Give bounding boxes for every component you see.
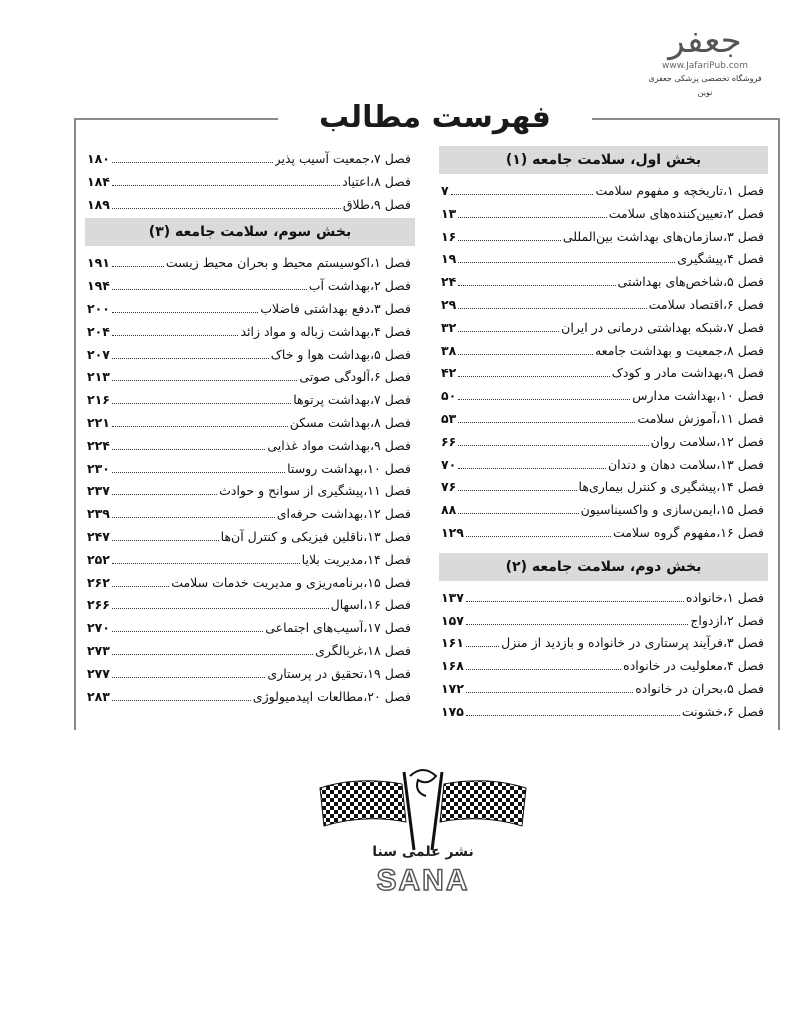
toc-entry xyxy=(85,435,415,458)
dot-leader xyxy=(112,280,307,290)
page-number: ۲۴۷ xyxy=(87,528,110,544)
dot-leader xyxy=(458,504,578,514)
toc-entry xyxy=(85,321,415,344)
page-number: ۲۶۶ xyxy=(87,597,110,613)
chapter-number: فصل ۱۰، xyxy=(716,388,764,404)
dot-leader xyxy=(458,276,615,286)
toc-entry xyxy=(439,476,768,499)
chapter-number: فصل ۹، xyxy=(369,196,411,212)
dot-leader xyxy=(112,440,265,450)
page-number: ۷۶ xyxy=(441,479,457,495)
dot-leader xyxy=(466,592,684,602)
chapter-number: فصل ۱۰، xyxy=(363,460,411,476)
dot-leader xyxy=(451,185,594,195)
chapter-number: فصل ۴، xyxy=(722,658,764,674)
chapter-title: جمعیت آسیب پذیر xyxy=(274,151,370,166)
chapter-title: مدیریت بلایا xyxy=(301,551,364,567)
dot-leader xyxy=(112,153,273,163)
page-number: ۱۲۹ xyxy=(441,524,464,540)
section-heading: بخش دوم، سلامت جامعه (۲) xyxy=(439,553,768,581)
dot-leader xyxy=(112,417,288,427)
dot-leader xyxy=(112,531,219,541)
chapter-title: خانواده xyxy=(685,589,723,605)
section-entries xyxy=(85,252,415,708)
toc-entry xyxy=(439,340,768,363)
chapter-number: فصل ۹، xyxy=(722,365,764,381)
page-number: ۱۳ xyxy=(441,205,457,221)
section-heading: بخش سوم، سلامت جامعه (۳) xyxy=(85,218,415,246)
page-number: ۱۹۴ xyxy=(87,278,110,294)
toc-entry xyxy=(439,203,768,226)
chapter-title: تاریخچه و مفهوم سلامت xyxy=(595,183,723,198)
page-number: ۲۳۷ xyxy=(87,483,110,499)
toc-entry xyxy=(85,572,415,595)
toc-right-column xyxy=(439,146,768,724)
toc-entry xyxy=(439,610,768,633)
page-number: ۱۸۴ xyxy=(87,173,110,189)
chapter-title: اقتصاد سلامت xyxy=(648,296,723,312)
page-number: ۲۰۰ xyxy=(87,300,110,316)
chapter-number: فصل ۲، xyxy=(369,278,411,294)
toc-entry xyxy=(439,226,768,249)
dot-leader xyxy=(112,199,341,209)
dot-leader xyxy=(112,463,285,473)
chapter-title: آلودگی صوتی xyxy=(299,369,370,385)
page-number: ۲۸۳ xyxy=(87,688,110,704)
chapter-number: فصل ۸، xyxy=(369,173,411,189)
chapter-title: سلامت دهان و دندان xyxy=(607,456,717,472)
chapter-number: فصل ۶، xyxy=(722,296,764,312)
dot-leader xyxy=(458,390,630,400)
chapter-number: فصل ۱۴، xyxy=(363,551,411,567)
chapter-number: فصل ۶، xyxy=(369,369,411,385)
chapter-number: فصل ۶، xyxy=(722,703,764,719)
chapter-number: فصل ۷، xyxy=(369,151,411,166)
section-entries xyxy=(439,180,768,545)
dot-leader xyxy=(466,683,633,693)
toc-entry xyxy=(85,171,415,194)
chapter-title: بهداشت مواد غذایی xyxy=(267,437,370,453)
toc-entry xyxy=(85,503,415,526)
dot-leader xyxy=(112,485,217,495)
toc-entry xyxy=(439,180,768,203)
toc-entry xyxy=(85,458,415,481)
chapter-title: فرآیند پرستاری در خانواده و بازدید از منزل xyxy=(501,635,723,651)
chapter-title: سلامت روان xyxy=(650,433,717,449)
toc-entry xyxy=(85,298,415,321)
page-number: ۱۵۷ xyxy=(441,612,464,628)
toc-entry xyxy=(85,549,415,572)
chapter-number: فصل ۱۱، xyxy=(363,483,411,499)
toc-entry xyxy=(85,663,415,686)
dot-leader xyxy=(466,706,680,716)
chapter-number: فصل ۱، xyxy=(369,255,411,271)
chapter-number: فصل ۲، xyxy=(722,205,764,221)
toc-entry xyxy=(439,431,768,454)
toc-entry xyxy=(439,499,768,522)
page-number: ۷۰ xyxy=(441,456,457,472)
chapter-number: فصل ۳، xyxy=(369,300,411,316)
page-number: ۸۸ xyxy=(441,502,457,518)
chapter-title: مطالعات اپیدمیولوژی xyxy=(252,688,364,704)
chapter-title: پیشگیری و کنترل بیماری‌ها xyxy=(578,479,717,495)
toc-entry xyxy=(85,640,415,663)
dot-leader xyxy=(458,208,606,218)
chapter-number: فصل ۴، xyxy=(369,323,411,339)
sana-logo xyxy=(318,762,528,912)
chapter-number: فصل ۱۶، xyxy=(716,524,764,540)
chapter-number: فصل ۹، xyxy=(369,437,411,453)
toc-entry xyxy=(439,248,768,271)
chapter-title: آموزش سلامت xyxy=(637,410,717,426)
page-number: ۳۸ xyxy=(441,342,457,358)
page-number: ۲۷۰ xyxy=(87,620,110,636)
chapter-number: فصل ۱۶، xyxy=(363,597,411,613)
chapter-number: فصل ۱۲، xyxy=(716,433,764,449)
page-number: ۲۲۱ xyxy=(87,414,110,430)
chapter-title: بهداشت روستا xyxy=(287,460,364,476)
toc-entry xyxy=(85,389,415,412)
page-number: ۵۳ xyxy=(441,410,457,426)
toc-entry xyxy=(439,271,768,294)
chapter-title: ناقلین فیزیکی و کنترل آن‌ها xyxy=(220,528,364,544)
toc-entry xyxy=(85,617,415,640)
dot-leader xyxy=(458,367,609,377)
dot-leader xyxy=(466,615,688,625)
chapter-title: اکوسیستم محیط و بحران محیط زیست xyxy=(165,255,370,271)
toc-entry xyxy=(439,362,768,385)
publisher-logo-mark: ﺟﻌﻔﺮ xyxy=(668,21,742,61)
dot-leader xyxy=(458,413,635,423)
toc-entry xyxy=(439,317,768,340)
chapter-number: فصل ۱، xyxy=(722,183,764,198)
page-number: ۱۷۲ xyxy=(441,680,464,696)
dot-leader xyxy=(112,622,263,632)
page-number: ۱۷۵ xyxy=(441,703,464,719)
toc-entry xyxy=(85,344,415,367)
chapter-number: فصل ۱۷، xyxy=(363,620,411,636)
chapter-number: فصل ۱، xyxy=(722,589,764,605)
dot-leader xyxy=(112,257,164,267)
chapter-number: فصل ۵، xyxy=(722,274,764,290)
page-number: ۴۲ xyxy=(441,365,457,381)
dot-leader xyxy=(112,691,251,701)
chapter-title: ایمن‌سازی و واکسیناسیون xyxy=(580,502,717,518)
chapter-number: فصل ۱۸، xyxy=(363,642,411,658)
toc-entry xyxy=(85,594,415,617)
toc-entry xyxy=(439,632,768,655)
section-entries xyxy=(439,587,768,724)
dot-leader xyxy=(458,459,606,469)
chapter-number: فصل ۱۵، xyxy=(363,574,411,590)
chapter-number: فصل ۳، xyxy=(722,635,764,651)
chapter-number: فصل ۴، xyxy=(722,251,764,267)
toc-entry xyxy=(439,678,768,701)
page-number: ۲۳۰ xyxy=(87,460,110,476)
dot-leader xyxy=(458,345,593,355)
publisher-tagline: فروشگاه تخصصی پزشکی جعفری نوین xyxy=(648,74,762,97)
page-number: ۱۹ xyxy=(441,251,457,267)
toc-entry xyxy=(439,701,768,724)
chapter-title: تعیین‌کننده‌های سلامت xyxy=(608,205,723,221)
page-number: ۵۰ xyxy=(441,388,457,404)
chapter-number: فصل ۱۳، xyxy=(363,528,411,544)
chapter-number: فصل ۲، xyxy=(722,612,764,628)
chapter-title: اعتیاد xyxy=(342,173,370,189)
chapter-title: شبکه بهداشتی درمانی در ایران xyxy=(561,319,723,335)
chapter-title: طلاق xyxy=(342,196,370,212)
page-number: ۲۲۴ xyxy=(87,437,110,453)
continued-entries xyxy=(85,148,415,216)
toc-entry xyxy=(439,587,768,610)
chapter-title: پیشگیری xyxy=(677,251,723,267)
chapter-number: فصل ۱۵، xyxy=(716,502,764,518)
toc-entry xyxy=(439,385,768,408)
page-number: ۲۹ xyxy=(441,296,457,312)
toc-entry xyxy=(85,526,415,549)
toc-entry xyxy=(85,366,415,389)
logo-caption: نشر علمی سنا xyxy=(372,844,474,860)
page-number: ۶۶ xyxy=(441,433,457,449)
dot-leader xyxy=(466,660,621,670)
chapter-title: غربالگری xyxy=(315,642,364,658)
toc-entry xyxy=(85,686,415,709)
chapter-number: فصل ۸، xyxy=(722,342,764,358)
logo-latin: SANA xyxy=(376,864,470,897)
dot-leader xyxy=(112,554,300,564)
chapter-title: بحران در خانواده xyxy=(635,680,723,696)
chapter-number: فصل ۷، xyxy=(722,319,764,335)
dot-leader xyxy=(458,322,559,332)
toc-entry xyxy=(439,655,768,678)
toc-entry xyxy=(85,275,415,298)
chapter-title: بهداشت زباله و مواد زائد xyxy=(240,323,370,339)
toc-entry xyxy=(439,454,768,477)
chapter-number: فصل ۱۹، xyxy=(363,665,411,681)
page-title: فهرست مطالب xyxy=(278,100,592,136)
chapter-title: سازمان‌های بهداشت بین‌المللی xyxy=(562,228,723,244)
chapter-number: فصل ۱۳، xyxy=(716,456,764,472)
page-number: ۱۶ xyxy=(441,228,457,244)
dot-leader xyxy=(112,176,340,186)
dot-leader xyxy=(458,299,646,309)
toc-entry xyxy=(85,252,415,275)
toc-entry xyxy=(85,412,415,435)
chapter-title: بهداشت مدارس xyxy=(632,388,717,404)
chapter-title: بهداشت آب xyxy=(308,278,370,294)
dot-leader xyxy=(112,303,258,313)
chapter-number: فصل ۲۰، xyxy=(363,688,411,704)
chapter-title: جمعیت و بهداشت جامعه xyxy=(594,342,723,358)
chapter-number: فصل ۷، xyxy=(369,392,411,408)
chapter-title: بهداشت مادر و کودک xyxy=(611,365,723,381)
page-number: ۲۴ xyxy=(441,274,457,290)
dot-leader xyxy=(112,645,313,655)
dot-leader xyxy=(458,253,675,263)
page-number: ۲۶۲ xyxy=(87,574,110,590)
chapter-title: بهداشت حرفه‌ای xyxy=(276,506,364,522)
page-number: ۲۵۲ xyxy=(87,551,110,567)
toc-entry xyxy=(439,408,768,431)
page-number: ۲۳۹ xyxy=(87,506,110,522)
chapter-title: تحقیق در پرستاری xyxy=(267,665,364,681)
page-number: ۳۲ xyxy=(441,319,457,335)
dot-leader xyxy=(112,326,239,336)
chapter-title: پیشگیری از سوانح و حوادث xyxy=(219,483,364,499)
dot-leader xyxy=(458,436,648,446)
dot-leader xyxy=(112,394,291,404)
checkered-flags-icon xyxy=(318,762,528,852)
section-heading: بخش اول، سلامت جامعه (۱) xyxy=(439,146,768,174)
chapter-title: آسیب‌های اجتماعی xyxy=(265,620,364,636)
dot-leader xyxy=(466,527,611,537)
chapter-title: ازدواج xyxy=(690,612,723,628)
chapter-title: شاخص‌های بهداشتی xyxy=(617,274,723,290)
page-number: ۷ xyxy=(441,183,449,198)
chapter-number: فصل ۱۱، xyxy=(716,410,764,426)
page-number: ۱۶۱ xyxy=(441,635,464,651)
dot-leader xyxy=(112,508,275,518)
chapter-title: معلولیت در خانواده xyxy=(623,658,723,674)
chapter-title: بهداشت هوا و خاک xyxy=(270,346,370,362)
chapter-title: دفع بهداشتی فاضلاب xyxy=(260,300,370,316)
toc-entry xyxy=(85,194,415,217)
chapter-title: خشونت xyxy=(681,703,723,719)
toc-entry xyxy=(85,148,415,171)
chapter-number: فصل ۱۴، xyxy=(716,479,764,495)
dot-leader xyxy=(458,231,561,241)
chapter-title: بهداشت پرتوها xyxy=(293,392,370,408)
chapter-number: فصل ۵، xyxy=(369,346,411,362)
dot-leader xyxy=(112,371,297,381)
chapter-title: بهداشت مسکن xyxy=(289,414,370,430)
dot-leader xyxy=(112,349,269,359)
chapter-number: فصل ۳، xyxy=(722,228,764,244)
page-number: ۲۷۳ xyxy=(87,642,110,658)
dot-leader xyxy=(112,599,329,609)
chapter-title: مفهوم گروه سلامت xyxy=(612,524,717,540)
page-number: ۱۳۷ xyxy=(441,589,464,605)
chapter-number: فصل ۱۲، xyxy=(363,506,411,522)
page-number: ۲۰۴ xyxy=(87,323,110,339)
dot-leader xyxy=(112,577,169,587)
page-number: ۲۱۳ xyxy=(87,369,110,385)
toc-entry xyxy=(85,480,415,503)
toc-entry xyxy=(439,294,768,317)
page-number: ۲۱۶ xyxy=(87,392,110,408)
publisher-url: www.JafariPub.com xyxy=(662,61,748,71)
page-number: ۲۰۷ xyxy=(87,346,110,362)
page-number: ۱۹۱ xyxy=(87,255,110,271)
publisher-logo xyxy=(640,21,770,97)
page-number: ۱۸۹ xyxy=(87,196,110,212)
dot-leader xyxy=(112,668,265,678)
dot-leader xyxy=(458,481,576,491)
chapter-number: فصل ۵، xyxy=(722,680,764,696)
page-number: ۲۷۷ xyxy=(87,665,110,681)
dot-leader xyxy=(466,637,499,647)
toc-left-column xyxy=(85,146,415,708)
page-number: ۱۸۰ xyxy=(87,151,110,166)
page-number: ۱۶۸ xyxy=(441,658,464,674)
chapter-title: اسهال xyxy=(330,597,364,613)
chapter-number: فصل ۸، xyxy=(369,414,411,430)
toc-entry xyxy=(439,522,768,545)
chapter-title: برنامه‌ریزی و مدیریت خدمات سلامت xyxy=(171,574,364,590)
